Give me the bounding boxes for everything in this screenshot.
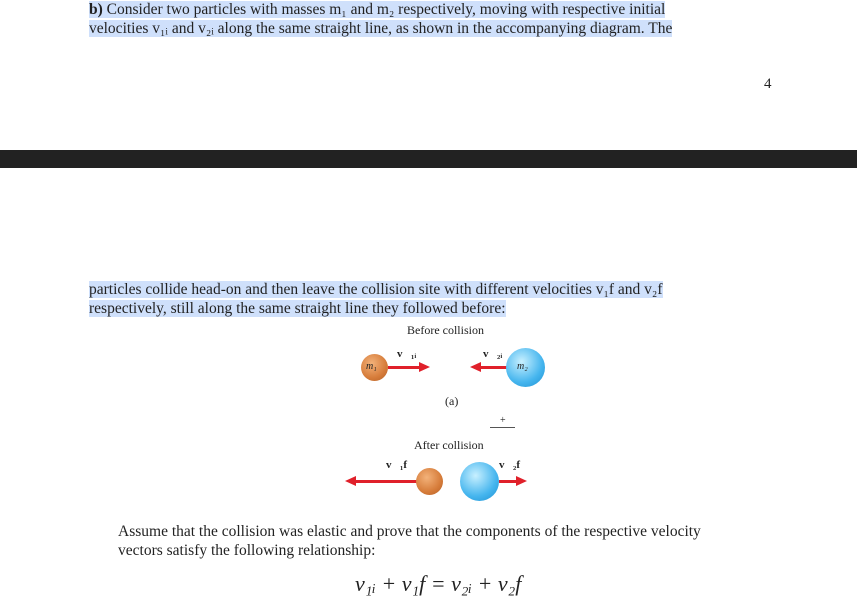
question-b-cont-line1 bbox=[89, 280, 663, 299]
v1f-label: v⃗₁f bbox=[386, 459, 408, 471]
panel-label: (a) bbox=[445, 394, 459, 408]
v2i-label: v⃗₂ᵢ bbox=[483, 348, 503, 360]
m1-label: m₁ bbox=[366, 361, 377, 372]
arrow-v1f bbox=[355, 480, 417, 483]
page-divider bbox=[0, 150, 857, 168]
question-b-cont-line2 bbox=[89, 299, 506, 318]
arrow-v2f bbox=[499, 480, 517, 483]
part-label: b) bbox=[89, 1, 103, 18]
marks-value: 4 bbox=[764, 76, 772, 92]
text: respectively, still along the same straight line they followed before: bbox=[89, 300, 506, 317]
arrow-head bbox=[419, 362, 430, 372]
equation: v₁ᵢ + v₁f = v₂ᵢ + v₂f bbox=[355, 571, 522, 596]
arrow-head bbox=[516, 476, 527, 486]
particle-m1-after bbox=[416, 468, 443, 495]
text: Consider two particles with masses m₁ and m₂ respectively, moving with respective initial bbox=[102, 1, 666, 18]
question-b-line1 bbox=[89, 0, 665, 19]
particle-m2-after bbox=[460, 462, 499, 501]
m2-label: m₂ bbox=[517, 361, 528, 372]
v1i-label: v⃗₁ᵢ bbox=[397, 348, 417, 360]
arrow-v1i bbox=[388, 366, 420, 369]
v2f-label: v⃗₂f bbox=[499, 459, 521, 471]
plus-sign: + bbox=[500, 415, 506, 426]
after-title: After collision bbox=[414, 438, 484, 452]
text: velocities v₁ᵢ and v₂ᵢ along the same straight line, as shown in the accompanying diagram. The bbox=[89, 20, 673, 37]
before-title: Before collision bbox=[407, 323, 484, 337]
positive-direction-arrow bbox=[490, 427, 515, 428]
assume-line1: Assume that the collision was elastic and prove that the components of the respective velocity bbox=[118, 523, 701, 540]
text: particles collide head-on and then leave the collision site with different velocities v₁f and v₂f bbox=[89, 281, 663, 298]
question-b-line2 bbox=[89, 19, 672, 38]
arrow-v2i bbox=[480, 366, 508, 369]
assume-line2: vectors satisfy the following relationship: bbox=[118, 542, 376, 559]
